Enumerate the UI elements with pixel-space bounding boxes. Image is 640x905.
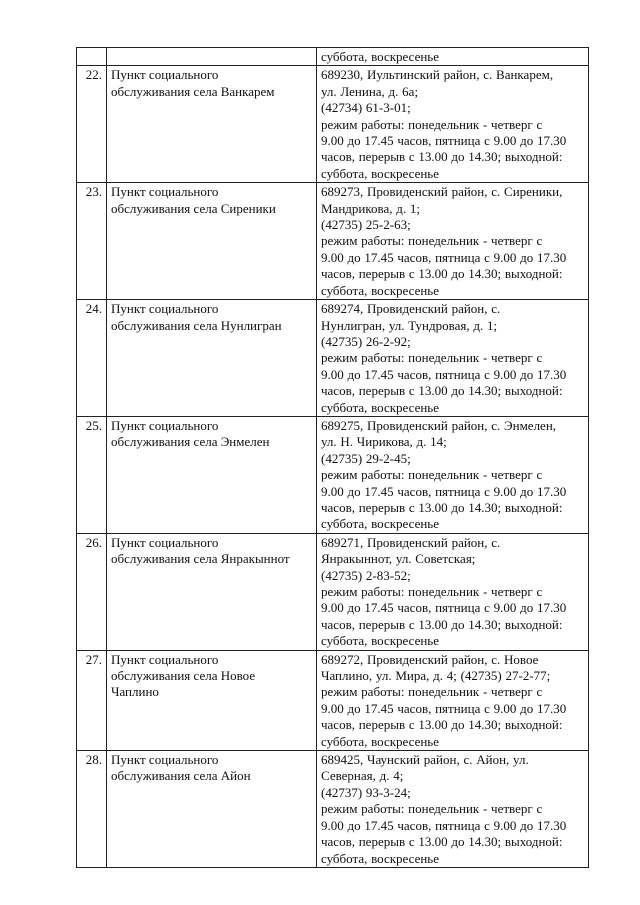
row-number: 26. (77, 533, 107, 650)
info-line: режим работы: понедельник - четверг с (321, 684, 543, 700)
info-line: часов, перерыв с 13.00 до 14.30; выходной: (321, 834, 563, 850)
info-line: часов, перерыв с 13.00 до 14.30; выходной: (321, 717, 563, 733)
info-line: Мандрикова, д. 1; (321, 200, 420, 216)
point-name (107, 66, 317, 183)
row-number: 28. (77, 751, 107, 868)
social-service-points-table (76, 47, 589, 868)
table-row (77, 416, 589, 533)
info-line: 9.00 до 17.45 часов, пятница с 9.00 до 17.30 (321, 133, 567, 149)
info-line: ул. Н. Чирикова, д. 14; (321, 434, 447, 450)
info-line: 9.00 до 17.45 часов, пятница с 9.00 до 17.30 (321, 600, 567, 616)
info-line: режим работы: понедельник - четверг с (321, 801, 543, 817)
point-name (107, 751, 317, 868)
info-line: суббота, воскресенье (321, 633, 440, 649)
info-line: (42735) 2-83-52; (321, 567, 411, 583)
row-number: 27. (77, 650, 107, 750)
info-line: (42735) 25-2-63; (321, 217, 411, 233)
info-line: часов, перерыв с 13.00 до 14.30; выходной: (321, 499, 563, 515)
info-line: 9.00 до 17.45 часов, пятница с 9.00 до 17.30 (321, 366, 567, 382)
info-line: 689230, Иультинский район, с. Ванкарем, (321, 67, 554, 83)
point-name (107, 416, 317, 533)
point-name-line: Чаплино (111, 684, 159, 700)
point-name-line: обслуживания села Новое (111, 668, 256, 684)
point-name-line: Пункт социального (111, 534, 219, 550)
point-name (107, 300, 317, 417)
row-number: 22. (77, 66, 107, 183)
point-name-line: Пункт социального (111, 651, 219, 667)
point-name (107, 48, 317, 66)
point-name-line: обслуживания села Янракыннот (111, 551, 290, 567)
info-line: 689273, Провиденский район, с. Сиреники, (321, 184, 563, 200)
table-row (77, 650, 589, 750)
info-line: 689275, Провиденский район, с. Энмелен, (321, 417, 557, 433)
info-line: режим работы: понедельник - четверг с (321, 233, 543, 249)
row-number: 23. (77, 183, 107, 300)
info-line: 689425, Чаунский район, с. Айон, ул. (321, 752, 529, 768)
point-name-line: Пункт социального (111, 752, 219, 768)
info-line: (42735) 26-2-92; (321, 333, 411, 349)
point-name-line: обслуживания села Сиреники (111, 200, 276, 216)
point-name (107, 650, 317, 750)
info-line: режим работы: понедельник - четверг с (321, 584, 543, 599)
info-line: 689271, Провиденский район, с. (321, 534, 501, 550)
point-name-line: Пункт социального (111, 67, 219, 83)
info-line: 689274, Провиденский район, с. (321, 301, 501, 317)
point-address-and-hours (317, 183, 589, 300)
point-name-line: обслуживания села Айон (111, 768, 251, 784)
info-line: режим работы: понедельник - четверг с (321, 467, 543, 483)
table-row (77, 300, 589, 417)
info-line: часов, перерыв с 13.00 до 14.30; выходной: (321, 616, 563, 632)
info-line: суббота, воскресенье (321, 850, 440, 866)
info-line: часов, перерыв с 13.00 до 14.30; выходной: (321, 383, 563, 399)
table-row (77, 183, 589, 300)
info-line: Нунлигран, ул. Тундровая, д. 1; (321, 317, 498, 333)
info-line: (42737) 93-3-24; (321, 784, 411, 800)
info-line: часов, перерыв с 13.00 до 14.30; выходной: (321, 266, 563, 282)
info-line: суббота, воскресенье (321, 282, 440, 298)
table-row (77, 533, 589, 650)
point-address-and-hours (317, 751, 589, 868)
point-address-and-hours (317, 300, 589, 417)
point-address-and-hours (317, 48, 589, 66)
point-name-line: обслуживания села Энмелен (111, 434, 270, 450)
info-line: режим работы: понедельник - четверг с (321, 350, 543, 366)
point-name-line: Пункт социального (111, 417, 219, 433)
info-line: 9.00 до 17.45 часов, пятница с 9.00 до 17.30 (321, 483, 567, 499)
table-body (77, 48, 589, 868)
point-name (107, 183, 317, 300)
point-address-and-hours (317, 66, 589, 183)
point-name-line: обслуживания села Нунлигран (111, 317, 282, 333)
point-address-and-hours (317, 650, 589, 750)
info-line: 9.00 до 17.45 часов, пятница с 9.00 до 17.30 (321, 249, 567, 265)
info-line: ул. Ленина, д. 6а; (321, 83, 419, 99)
info-line: 9.00 до 17.45 часов, пятница с 9.00 до 17.30 (321, 700, 567, 716)
info-line: суббота, воскресенье (321, 165, 440, 181)
info-line: 9.00 до 17.45 часов, пятница с 9.00 до 17.30 (321, 817, 567, 833)
point-address-and-hours (317, 533, 589, 650)
point-name-line: Пункт социального (111, 184, 219, 200)
row-number: 24. (77, 300, 107, 417)
point-name-line: обслуживания села Ванкарем (111, 83, 275, 99)
info-line: (42734) 61-3-01; (321, 100, 411, 116)
info-line: суббота, воскресенье (321, 516, 440, 532)
table-row (77, 66, 589, 183)
point-name (107, 533, 317, 650)
info-line: Янракыннот, ул. Советская; (321, 551, 476, 567)
table-row (77, 751, 589, 868)
point-name-line: Пункт социального (111, 301, 219, 317)
info-line: 689272, Провиденский район, с. Новое (321, 651, 539, 667)
row-number: 25. (77, 416, 107, 533)
info-line: (42735) 29-2-45; (321, 450, 411, 466)
info-line: Северная, д. 4; (321, 768, 404, 784)
continuation-row (77, 48, 589, 66)
info-line: Чаплино, ул. Мира, д. 4; (42735) 27-2-77; (321, 668, 551, 684)
info-line: суббота, воскресенье (321, 49, 440, 64)
info-line: суббота, воскресенье (321, 733, 440, 749)
row-number (77, 48, 107, 66)
point-address-and-hours (317, 416, 589, 533)
info-line: режим работы: понедельник - четверг с (321, 116, 543, 132)
info-line: часов, перерыв с 13.00 до 14.30; выходной: (321, 149, 563, 165)
info-line: суббота, воскресенье (321, 399, 440, 415)
